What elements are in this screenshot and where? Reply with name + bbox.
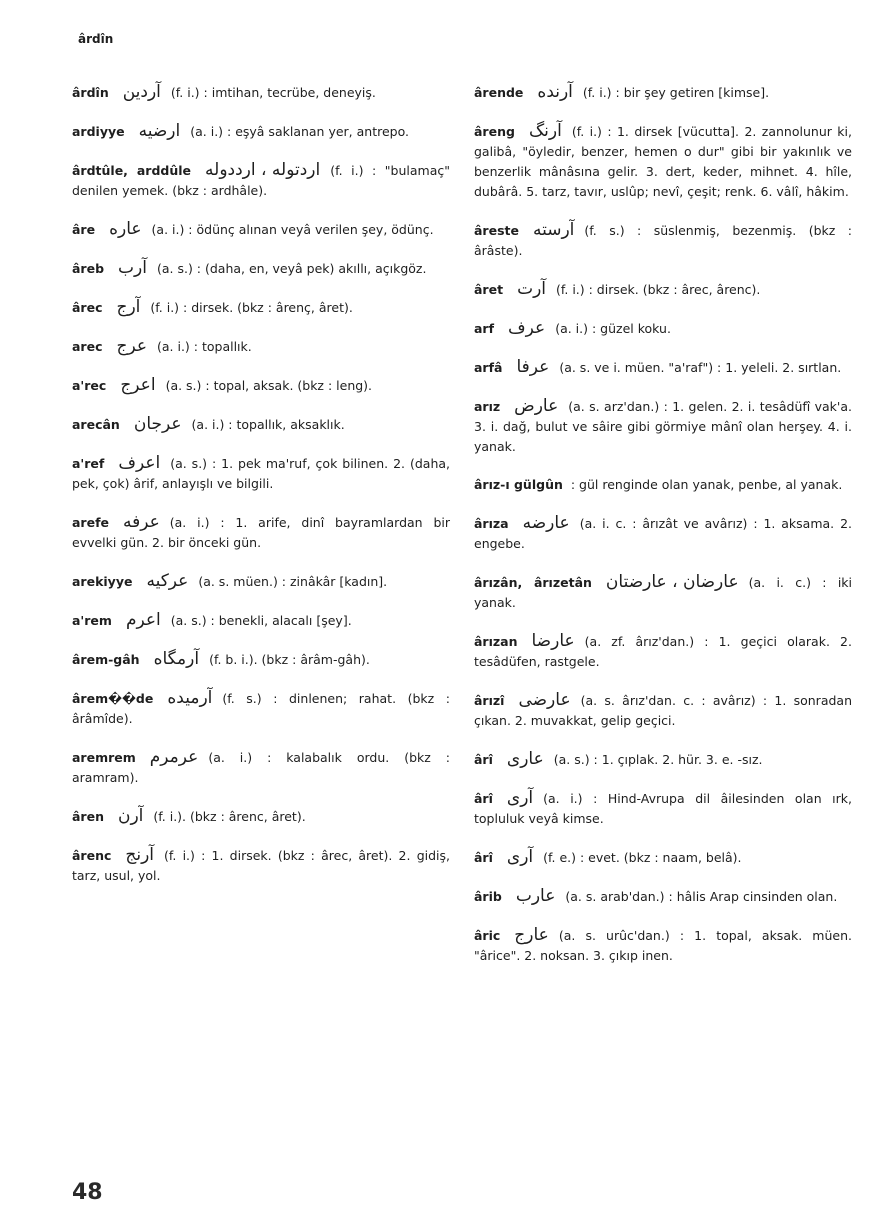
dictionary-entry (474, 925, 852, 966)
dictionary-entry (72, 845, 450, 886)
definition: (a. s.) : 1. pek ma'ruf, çok bilinen. 2. (daha, pek, çok) ârif, anlayışlı ve bilgili. (72, 456, 450, 491)
dictionary-entry (474, 513, 852, 554)
arabic-script: آرسته (532, 220, 575, 240)
arabic-script: آرت (517, 279, 546, 299)
dictionary-entry (72, 82, 450, 103)
dictionary-entry (72, 121, 450, 142)
arabic-script: آرميده (167, 688, 213, 708)
arabic-script: عاره (109, 219, 142, 239)
definition: (a. i.) : 1. arife, dinî bayramlardan bir evvelki gün. 2. bir önceki gün. (72, 515, 450, 550)
definition: (a. i.) : topallık, aksaklık. (191, 417, 345, 432)
definition: (f. i.) : dirsek. (bkz : ârec, ârenc). (556, 282, 761, 297)
headword: ârî (474, 791, 493, 806)
dictionary-entry (72, 336, 450, 357)
dictionary-entry (474, 631, 852, 672)
arabic-script: عرجان (133, 414, 182, 434)
headword: ârdtûle, arddûle (72, 163, 192, 178)
definition: (f. i.) : dirsek. (bkz : ârenç, âret). (150, 300, 353, 315)
definition: (f. s.) : dinlenen; rahat. (bkz : ârâmîde). (72, 691, 450, 726)
arabic-script: عارض (514, 396, 559, 416)
definition: (a. zf. ârız'dan.) : 1. geçici olarak. 2. tesâdüfen, rastgele. (474, 634, 852, 669)
definition: (a. s. urûc'dan.) : 1. topal, aksak. müen. "ârice". 2. noksan. 3. çıkıp inen. (474, 928, 852, 963)
dictionary-entry (72, 512, 450, 553)
headword: arefe (72, 515, 109, 530)
definition: (f. i.) : "bulamaç" denilen yemek. (bkz : ardhâle). (72, 163, 450, 198)
dictionary-entry (474, 121, 852, 202)
definition: (f. i.) : imtihan, tecrübe, deneyiş. (170, 85, 376, 100)
dictionary-entry (474, 357, 852, 378)
headword: âret (474, 282, 504, 297)
definition: (a. i. c.) : iki yanak. (474, 575, 853, 610)
dictionary-entry (72, 453, 450, 494)
dictionary-entry (474, 220, 852, 261)
dictionary-entry (474, 475, 852, 495)
definition: (f. b. i.). (bkz : ârâm-gâh). (209, 652, 370, 667)
headword: âric (474, 928, 501, 943)
headword: arf (474, 321, 495, 336)
arabic-script: عرج (116, 336, 147, 356)
dictionary-entry (474, 279, 852, 300)
arabic-script: آرنگ (528, 121, 562, 141)
right-column (474, 82, 852, 984)
arabic-script: آرى (506, 847, 534, 867)
arabic-script: عرفا (516, 357, 550, 377)
definition: (f. s.) : süslenmiş, bezenmiş. (bkz : ârâste). (474, 223, 852, 258)
headword: ârızî (474, 693, 505, 708)
headword: âreng (474, 124, 515, 139)
headword: arecân (72, 417, 120, 432)
dictionary-entry (474, 318, 852, 339)
arabic-script: عرفه (123, 512, 160, 532)
headword: ârem��de (72, 691, 154, 706)
arabic-script: اعرج (120, 375, 156, 395)
dictionary-entry (474, 82, 852, 103)
definition: (a. s. müen.) : zinâkâr [kadın]. (198, 574, 388, 589)
headword: ârî (474, 850, 493, 865)
definition: (a. s. ve i. müen. "a'raf") : 1. yeleli. 2. sırtlan. (559, 360, 842, 375)
arabic-script: عرمرم (149, 747, 199, 767)
arabic-script: آردين (122, 82, 161, 102)
definition: (a. s.) : benekli, alacalı [şey]. (170, 613, 352, 628)
arabic-script: آرنده (537, 82, 573, 102)
arabic-script: عارى (506, 749, 544, 769)
headword: ârem-gâh (72, 652, 140, 667)
left-column (72, 82, 450, 904)
arabic-script: عارضى (518, 690, 571, 710)
definition: (a. s.) : topal, aksak. (bkz : leng). (165, 378, 373, 393)
arabic-script: آرى (506, 788, 534, 808)
page-number: 48 (72, 1180, 103, 1205)
dictionary-entry (72, 297, 450, 318)
arabic-script: اعرم (125, 610, 161, 630)
definition: (a. i.) : topallık. (157, 339, 252, 354)
dictionary-entry (72, 610, 450, 631)
dictionary-entry (72, 747, 450, 788)
arabic-script: آرنج (125, 845, 155, 865)
arabic-script: اعرف (118, 453, 161, 473)
dictionary-entry (72, 160, 450, 201)
definition: (f. i.). (bkz : ârenc, âret). (153, 809, 306, 824)
definition: (a. s. arab'dan.) : hâlis Arap cinsinden olan. (565, 889, 838, 904)
headword: ârî (474, 752, 493, 767)
headword: a'rem (72, 613, 112, 628)
arabic-script: آرمگاه (153, 649, 200, 669)
arabic-script: آرب (118, 258, 147, 278)
arabic-script: عارضان ، عارضتان (605, 572, 739, 592)
arabic-script: ارضيه (138, 121, 181, 141)
headword: arekiyye (72, 574, 133, 589)
headword: aremrem (72, 750, 136, 765)
arabic-script: اردتوله ، ارددوله (205, 160, 321, 180)
arabic-script: آرن (117, 806, 144, 826)
dictionary-entry (474, 690, 852, 731)
dictionary-entry (72, 375, 450, 396)
dictionary-entry (72, 571, 450, 592)
running-head: ârdîn (78, 32, 114, 46)
dictionary-entry (474, 847, 852, 868)
headword: ârızân, ârızetân (474, 575, 592, 590)
dictionary-entry (72, 649, 450, 670)
dictionary-entry (72, 414, 450, 435)
definition: (f. e.) : evet. (bkz : naam, belâ). (543, 850, 742, 865)
definition: (a. i.) : Hind-Avrupa dil âilesinden olan ırk, topluluk veyâ kimse. (474, 791, 852, 826)
dictionary-entry (474, 396, 852, 457)
arabic-script: عارضا (531, 631, 575, 651)
headword: âren (72, 809, 104, 824)
definition: (a. s.) : 1. çıplak. 2. hür. 3. e. -sız. (553, 752, 763, 767)
definition: (a. i.) : ödünç alınan veyâ verilen şey, ödünç. (151, 222, 434, 237)
definition: (f. i.) : 1. dirsek [vücutta]. 2. zannolunur ki, galibâ, "öyledir, benzer, hemen o dur" gibi bir yakınlık ve benzerlik mânâsına gelir. 3. dert, keder, mihnet. 4. hîle, dubârâ. 5. tarz, tavır, uslûp; nevî, çeşit; renk. 6. vâlî, hâkim. (474, 124, 852, 199)
headword: ârib (474, 889, 502, 904)
headword: a'ref (72, 456, 105, 471)
definition: (a. s.) : (daha, en, veyâ pek) akıllı, açıkgöz. (156, 261, 427, 276)
dictionary-entry (474, 886, 852, 907)
dictionary-entry (72, 219, 450, 240)
headword: âreb (72, 261, 105, 276)
headword: ârız-ı gülgûn (474, 477, 563, 492)
arabic-script: عرف (508, 318, 546, 338)
headword: a'rec (72, 378, 107, 393)
headword: ardiyye (72, 124, 125, 139)
definition: (a. i.) : kalabalık ordu. (bkz : aramram). (72, 750, 450, 785)
definition: (a. s. arz'dan.) : 1. gelen. 2. i. tesâdüfî vak'a. 3. i. dağ, bulut ve sâire gibi görmiye mânî olan herşey. 4. i. yanak. (474, 399, 852, 454)
headword: arfâ (474, 360, 503, 375)
definition: (a. i.) : eşyâ saklanan yer, antrepo. (190, 124, 410, 139)
dictionary-entry (72, 688, 450, 729)
headword: ârende (474, 85, 524, 100)
dictionary-entry (72, 806, 450, 827)
headword: ârdîn (72, 85, 109, 100)
headword: arız (474, 399, 501, 414)
definition: (a. i.) : güzel koku. (555, 321, 671, 336)
arabic-script: عارضه (522, 513, 570, 533)
arabic-script: آرج (116, 297, 141, 317)
headword: ârızan (474, 634, 518, 649)
headword: ârec (72, 300, 103, 315)
definition: (a. s. ârız'dan. c. : avârız) : 1. sonradan çıkan. 2. muvakkat, gelip geçici. (474, 693, 852, 728)
dictionary-entry (474, 749, 852, 770)
dictionary-entry (72, 258, 450, 279)
headword: arec (72, 339, 103, 354)
definition: (a. i. c. : ârızât ve avârız) : 1. aksama. 2. engebe. (474, 516, 852, 551)
definition: (f. i.) : bir şey getiren [kimse]. (582, 85, 770, 100)
dictionary-entry (474, 572, 852, 613)
arabic-script: عارج (514, 925, 549, 945)
arabic-script: عركيه (146, 571, 189, 591)
headword: âre (72, 222, 96, 237)
arabic-script: عارب (515, 886, 556, 906)
headword: ârenc (72, 848, 112, 863)
definition: : gül renginde olan yanak, penbe, al yanak. (570, 477, 843, 492)
headword: âreste (474, 223, 519, 238)
headword: ârıza (474, 516, 509, 531)
dictionary-entry (474, 788, 852, 829)
definition: (f. i.) : 1. dirsek. (bkz : ârec, âret). 2. gidiş, tarz, usul, yol. (72, 848, 450, 883)
